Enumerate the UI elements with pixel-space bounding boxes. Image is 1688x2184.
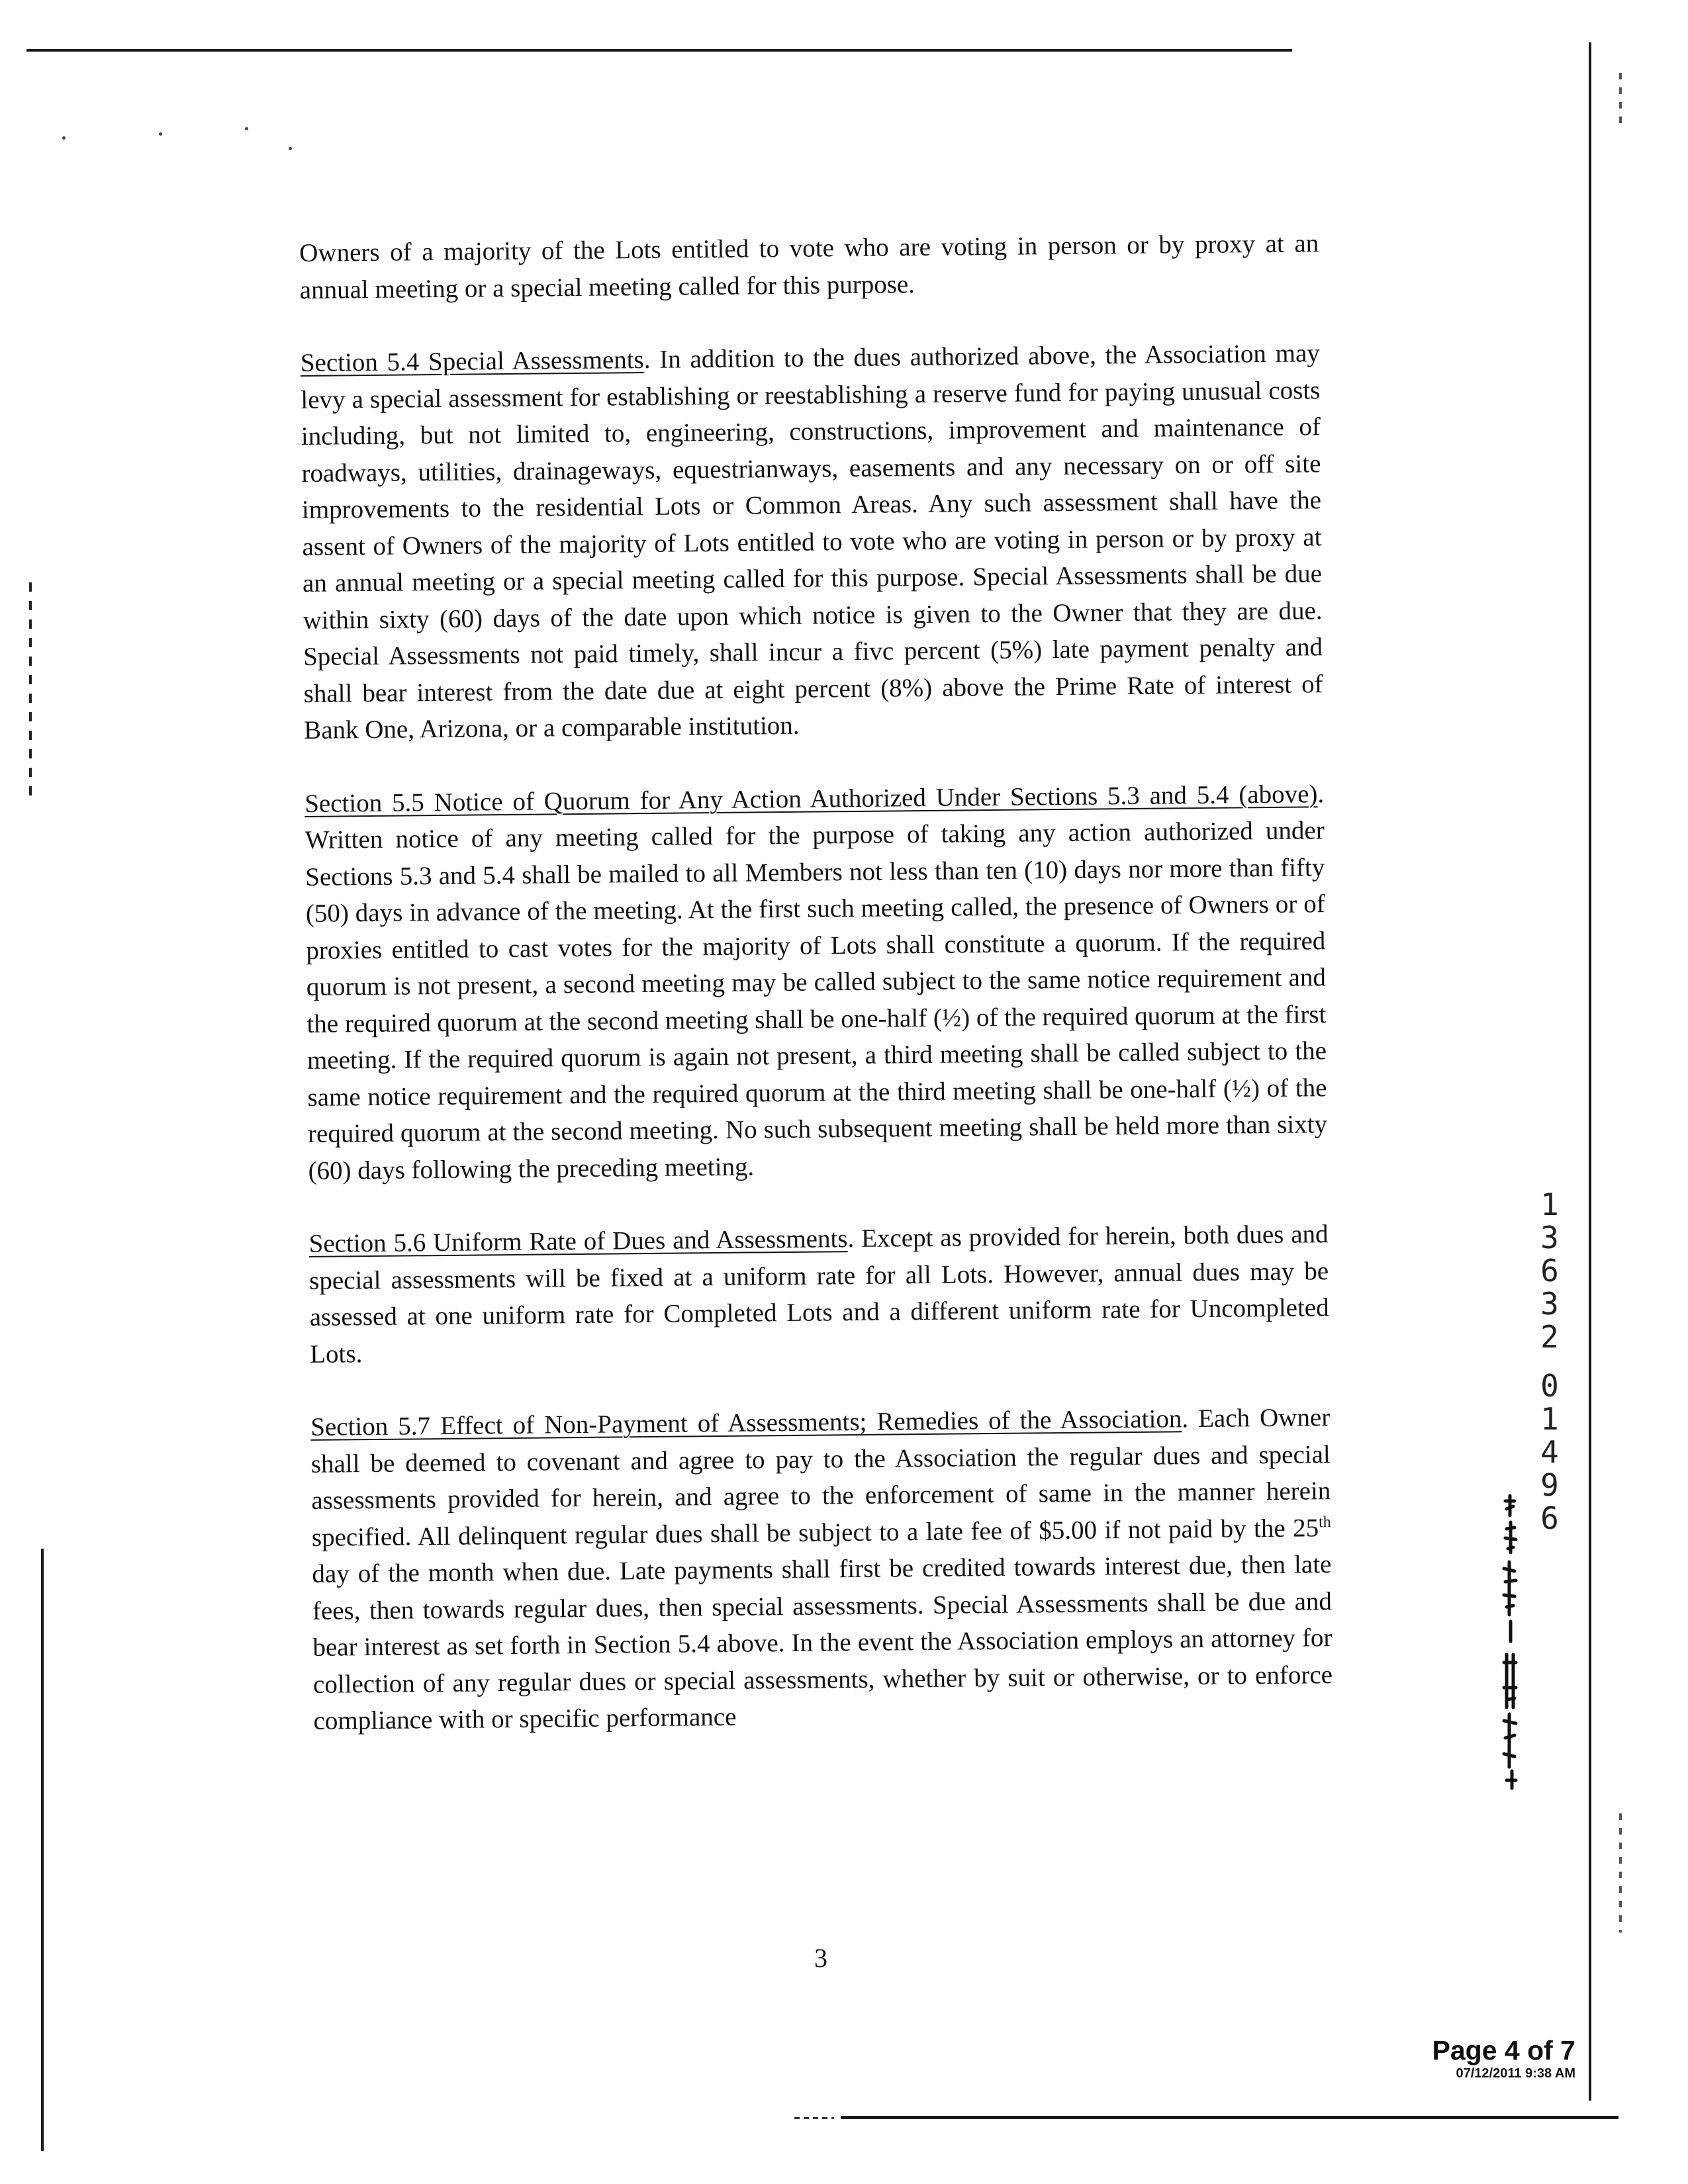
section-heading: Section 5.6 Uniform Rate of Dues and Assessments [308, 1224, 848, 1258]
paragraph-text: day of the month when due. Late payments shall first be credited towards interest due, then late fees, then towards regular dues, then special assessments. Special Assessments shall be due and bear interest as set forth in Section 5.4 above. In the event the Association employs an attorney for collection of any regular dues or special assessments, whether by suit or otherwise, or to enforce compliance with or specific performance [312, 1550, 1333, 1735]
scan-speck [159, 132, 162, 136]
section-5-6 [308, 1216, 1329, 1373]
paragraph-text: . Written notice of any meeting called for the purpose of taking any action authorized under Sections 5.3 and 5.4 shall be mailed to all Members not less than ten (10) days nor more than fifty (50) days in advance of the meeting. At the first such meeting called, the presence of Owners or of proxies entitled to cast votes for the majority of Lots shall constitute a quorum. If the required quorum is not present, a second meeting may be called subject to the same notice requirement and the required quorum at the second meeting shall be one-half (½) of the required quorum at the first meeting. If the required quorum is again not present, a third meeting shall be called subject to the same notice requirement and the required quorum at the third meeting shall be one-half (½) of the required quorum at the second meeting. No such subsequent meeting shall be held more than sixty (60) days following the preceding meeting. [305, 779, 1328, 1185]
section-5-4 [301, 335, 1324, 749]
paragraph-text: . Except as provided for herein, both dues and special assessments will be fixed at a uniform rate for all Lots. However, annual dues may be assessed at one uniform rate for Completed Lots and a different uniform rate for Uncompleted Lots. [308, 1220, 1329, 1369]
section-5-5 [305, 776, 1328, 1189]
top-rule [26, 49, 1292, 52]
recording-digit: 0 [1540, 1368, 1559, 1404]
document-body [299, 225, 1333, 1776]
section-heading: Section 5.5 Notice of Quorum for Any Action Authorized Under Sections 5.3 and 5.4 (above) [305, 779, 1318, 818]
recording-digit: 3 [1540, 1286, 1559, 1322]
recording-digit: 3 [1540, 1220, 1559, 1255]
section-heading: Section 5.4 Special Assessments [300, 345, 644, 377]
paragraph-text: . Each Owner shall be deemed to covenant and agree to pay to the Association the regular dues and special assessments provided for herein, and agree to the enforcement of same in the manner herein specified. All delinquent regular dues shall be subject to a late fee of $5.00 if not paid by the 25 [310, 1403, 1331, 1552]
recording-digit: 1 [1540, 1401, 1559, 1437]
recording-digit: 6 [1540, 1253, 1559, 1289]
recording-digit: 6 [1540, 1500, 1559, 1536]
left-scan-marks [29, 582, 32, 801]
scan-speck [62, 136, 66, 140]
paragraph-continuation [299, 225, 1319, 308]
scan-speck [245, 127, 248, 130]
recording-number [1534, 1188, 1565, 1535]
recording-digit: 4 [1540, 1434, 1559, 1470]
section-heading: Section 5.7 Effect of Non-Payment of Assessments; Remedies of the Association [310, 1404, 1182, 1441]
scan-speck [289, 147, 292, 150]
superscript-ordinal: th [1318, 1513, 1331, 1531]
bottom-rule [841, 2116, 1618, 2119]
recording-number-gap [1534, 1353, 1565, 1369]
paragraph-text: Owners of a majority of the Lots entitled to vote who are voting in person or by proxy at an annual meeting or a special meeting called for this purpose. [299, 229, 1319, 304]
right-margin-rule [1589, 42, 1591, 2101]
bottom-rule-dashes [794, 2117, 834, 2119]
page-count-stamp [1377, 2035, 1575, 2081]
section-5-7 [310, 1399, 1333, 1739]
vertical-stamp-mark [1487, 1489, 1533, 1794]
paragraph-text: . In addition to the dues authorized above, the Association may levy a special assessment for establishing or reestablishing a reserve fund for paying unusual costs including, but not limited to, engineering, constructions, improvement and maintenance of roadways, utilities, drainageways, equestrianways, easements and any necessary on or off site improvements to the residential Lots or Common Areas. Any such assessment shall have the assent of Owners of the majority of Lots entitled to vote who are voting in person or by proxy at an annual meeting or a special meeting called for this purpose. Special Assessments shall be due within sixty (60) days of the date upon which notice is given to the Owner that they are due. Special Assessments not paid timely, shall incur a fivc percent (5%) late payment penalty and shall bear interest from the date due at eight percent (8%) above the Prime Rate of interest of Bank One, Arizona, or a comparable institution. [301, 339, 1323, 745]
recording-digit: 9 [1540, 1467, 1559, 1503]
page-of-total: Page 4 of 7 [1432, 2035, 1575, 2066]
recording-digit: 1 [1540, 1187, 1559, 1222]
print-timestamp: 07/12/2011 9:38 AM [1456, 2066, 1575, 2081]
left-margin-rule [41, 1549, 44, 2151]
page-number: 3 [814, 1943, 827, 1973]
right-scan-marks-bottom [1619, 1813, 1622, 1933]
right-scan-marks-top [1619, 73, 1622, 126]
recording-digit: 2 [1540, 1319, 1559, 1355]
